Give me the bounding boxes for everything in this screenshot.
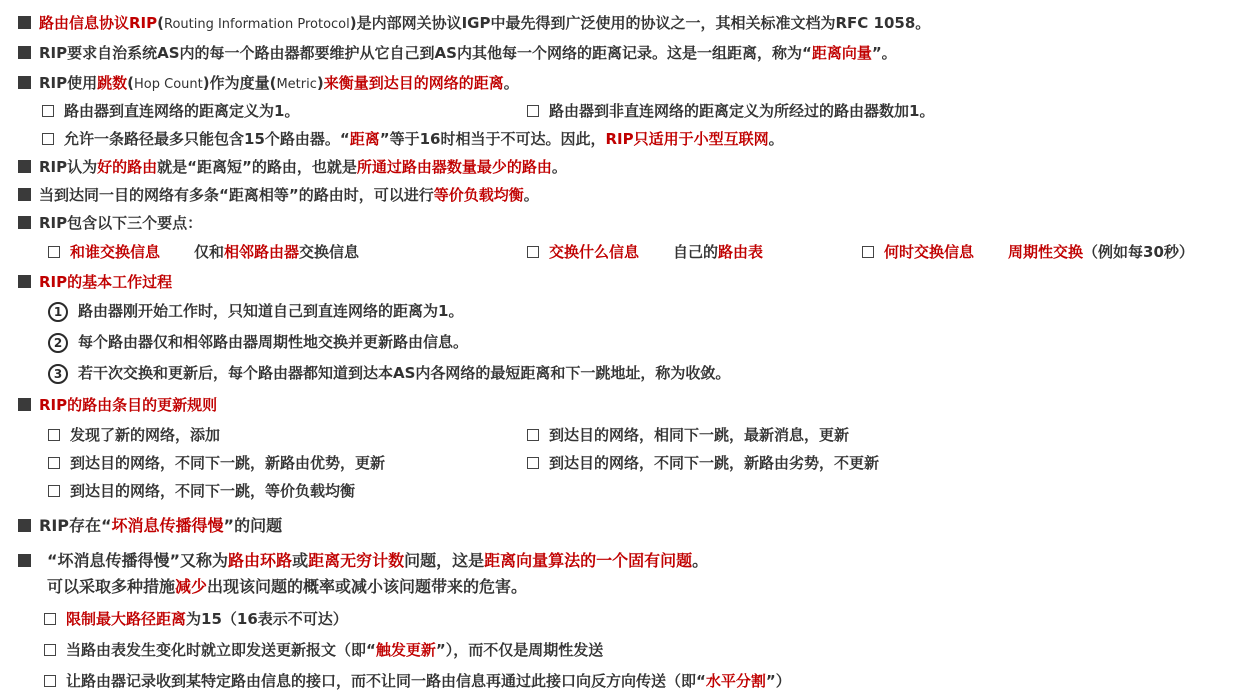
- section-basic-process: RIP的基本工作过程: [18, 271, 172, 293]
- key-point-who: 和谁交换信息 仅和相邻路由器交换信息: [48, 241, 359, 263]
- checkbox-bullet-icon: [527, 457, 539, 469]
- checkbox-bullet-icon: [42, 105, 54, 117]
- square-bullet-icon: [18, 16, 31, 29]
- square-bullet-icon: [18, 275, 31, 288]
- checkbox-bullet-icon: [527, 105, 539, 117]
- checkbox-bullet-icon: [44, 644, 56, 656]
- step-number-icon: 2: [48, 333, 68, 353]
- square-bullet-icon: [18, 160, 31, 173]
- update-rule-new-network: 发现了新的网络，添加: [48, 424, 220, 446]
- square-bullet-icon: [18, 554, 31, 567]
- step-number-icon: 3: [48, 364, 68, 384]
- square-bullet-icon: [18, 46, 31, 59]
- update-rule-worse: 到达目的网络，不同下一跳，新路由劣势，不更新: [527, 452, 879, 474]
- key-point-what: 交换什么信息 自己的路由表: [527, 241, 763, 263]
- update-rule-better: 到达目的网络，不同下一跳，新路由优势，更新: [48, 452, 385, 474]
- step-number-icon: 1: [48, 302, 68, 322]
- key-point-when: 何时交换信息 周期性交换（例如每30秒）: [862, 241, 1194, 263]
- checkbox-bullet-icon: [48, 457, 60, 469]
- checkbox-bullet-icon: [44, 613, 56, 625]
- bullet-line-good-route: RIP认为好的路由就是“距离短”的路由，也就是所通过路由器数量最少的路由。: [18, 156, 567, 178]
- bullet-line-distance-vector: RIP要求自治系统AS内的每一个路由器都要维护从它自己到AS内其他每一个网络的距离记录。这是一组距离，称为“距离向量”。: [18, 42, 897, 64]
- square-bullet-icon: [18, 398, 31, 411]
- bullet-line-key-points: RIP包含以下三个要点：: [18, 212, 202, 234]
- hop-item-max-15: 允许一条路径最多只能包含15个路由器。“距离”等于16时相当于不可达。因此，RIP只适用于小型互联网。: [42, 128, 784, 150]
- square-bullet-icon: [18, 76, 31, 89]
- checkbox-bullet-icon: [44, 675, 56, 687]
- measure-max-distance: 限制最大路径距离为15（16表示不可达）: [44, 608, 348, 630]
- section-bad-news: RIP存在“坏消息传播得慢”的问题: [18, 515, 282, 537]
- process-step-2: 2 每个路由器仅和相邻路由器周期性地交换并更新路由信息。: [48, 331, 468, 353]
- bullet-line-hop-count: RIP使用跳数(Hop Count)作为度量(Metric)来衡量到达目的网络的距离。: [18, 72, 519, 96]
- checkbox-bullet-icon: [48, 485, 60, 497]
- bullet-line-rip-definition: 路由信息协议RIP(Routing Information Protocol)是内部网关协议IGP中最先得到广泛使用的协议之一，其相关标准文档为RFC 1058。: [18, 12, 930, 36]
- bad-news-detail: “坏消息传播得慢”又称为路由环路或距离无穷计数问题，这是距离向量算法的一个固有问题。: [18, 550, 708, 572]
- measure-triggered-update: 当路由表发生变化时就立即发送更新报文（即“触发更新”），而不仅是周期性发送: [44, 639, 603, 661]
- square-bullet-icon: [18, 216, 31, 229]
- square-bullet-icon: [18, 519, 31, 532]
- update-rule-same-hop: 到达目的网络，相同下一跳，最新消息，更新: [527, 424, 849, 446]
- bullet-line-equal-cost: 当到达同一目的网络有多条“距离相等”的路由时，可以进行等价负载均衡。: [18, 184, 539, 206]
- hop-item-indirect: 路由器到非直连网络的距离定义为所经过的路由器数加1。: [527, 100, 934, 122]
- checkbox-bullet-icon: [862, 246, 874, 258]
- checkbox-bullet-icon: [42, 133, 54, 145]
- checkbox-bullet-icon: [48, 429, 60, 441]
- square-bullet-icon: [18, 188, 31, 201]
- process-step-3: 3 若干次交换和更新后，每个路由器都知道到达本AS内各网络的最短距离和下一跳地址，称为收敛。: [48, 362, 730, 384]
- measure-split-horizon: 让路由器记录收到某特定路由信息的接口，而不让同一路由信息再通过此接口向反方向传送（即“水平分割”）: [44, 670, 791, 692]
- update-rule-equal-cost: 到达目的网络，不同下一跳，等价负载均衡: [48, 480, 355, 502]
- checkbox-bullet-icon: [527, 429, 539, 441]
- hop-item-direct: 路由器到直连网络的距离定义为1。: [42, 100, 299, 122]
- checkbox-bullet-icon: [527, 246, 539, 258]
- process-step-1: 1 路由器刚开始工作时，只知道自己到直连网络的距离为1。: [48, 300, 463, 322]
- checkbox-bullet-icon: [48, 246, 60, 258]
- section-update-rules: RIP的路由条目的更新规则: [18, 394, 217, 416]
- bad-news-detail-line2: 可以采取多种措施减少出现该问题的概率或减小该问题带来的危害。: [47, 577, 528, 596]
